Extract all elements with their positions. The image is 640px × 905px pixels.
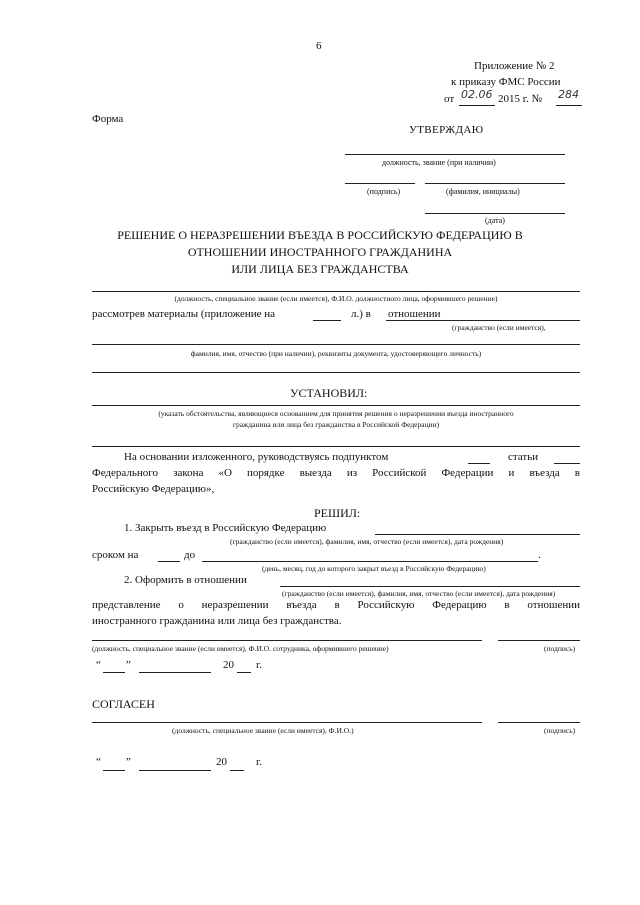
- basis-subpoint-line: [468, 463, 490, 464]
- appendix-number-line: [556, 105, 582, 106]
- appendix-date-handwritten: 02.06: [461, 88, 493, 101]
- employee-date-quote-close: ”: [126, 659, 131, 671]
- blank-line-2: [92, 446, 580, 447]
- appendix-from: от: [444, 93, 455, 105]
- page-number: 6: [316, 40, 322, 52]
- reviewed-citizenship-line: [386, 320, 580, 321]
- decided-item2-caption: (гражданство (если имеется), фамилия, имя, отчество (если имеется), дата рождения): [282, 589, 556, 598]
- employee-day-line: [103, 672, 125, 673]
- agreed-day-line: [103, 770, 125, 771]
- decided-term-b: до: [184, 549, 196, 561]
- appendix-date-line: [459, 105, 495, 106]
- basis-article-line: [554, 463, 580, 464]
- established-line: [92, 405, 580, 406]
- appendix-line1: Приложение № 2: [474, 60, 555, 72]
- person-line: [92, 344, 580, 345]
- decided-item1-caption: (гражданство (если имеется), фамилия, имя, отчество (если имеется), дата рождения): [230, 537, 504, 546]
- approve-title: УТВЕРЖДАЮ: [409, 124, 484, 136]
- decided-item1: 1. Закрыть въезд в Российскую Федерацию: [124, 522, 327, 534]
- employee-month-line: [139, 672, 211, 673]
- established-title: УСТАНОВИЛ:: [290, 386, 368, 400]
- approve-signature-caption: (подпись): [367, 187, 401, 196]
- employee-line: [92, 640, 482, 641]
- agreed-title: СОГЛАСЕН: [92, 697, 155, 711]
- official-caption: (должность, специальное звание (если имеется), Ф.И.О. должностного лица, оформившего решение): [174, 294, 498, 303]
- decided-term-line: [158, 561, 180, 562]
- document-title-line1: РЕШЕНИЕ О НЕРАЗРЕШЕНИИ ВЪЕЗДА В РОССИЙСКУЮ ФЕДЕРАЦИЮ В: [117, 228, 523, 242]
- employee-caption: (должность, специальное звание (если имеется), Ф.И.О. сотрудника, оформившего решение): [92, 644, 389, 653]
- reviewed-sheets-line: [313, 320, 341, 321]
- approve-date-line: [425, 213, 565, 214]
- employee-signature-caption: (подпись): [544, 644, 576, 653]
- decided-para-line2: иностранного гражданина или лица без гражданства.: [92, 615, 342, 627]
- employee-date-year: 20: [223, 659, 234, 671]
- decided-until-line: [202, 561, 538, 562]
- employee-signature-line: [498, 640, 580, 641]
- approve-position-line: [345, 154, 565, 155]
- employee-year-line: [237, 672, 251, 673]
- decided-item2: 2. Оформить в отношении: [124, 574, 247, 586]
- appendix-line2: к приказу ФМС России: [451, 76, 561, 88]
- agreed-line: [92, 722, 482, 723]
- agreed-date-quote-close: ”: [126, 756, 131, 768]
- decided-item1-line: [375, 534, 580, 535]
- employee-date-quote-open: “: [96, 659, 101, 671]
- person-caption: фамилия, имя, отчество (при наличии), реквизиты документа, удостоверяющего личность): [190, 349, 482, 358]
- agreed-date-g: г.: [256, 756, 263, 768]
- document-title-line3: ИЛИ ЛИЦА БЕЗ ГРАЖДАНСТВА: [231, 262, 409, 276]
- blank-line-1: [92, 372, 580, 373]
- reviewed-citizenship-caption: (гражданство (если имеется),: [452, 323, 546, 332]
- approve-position-caption: должность, звание (при наличии): [382, 158, 496, 167]
- agreed-signature-caption: (подпись): [544, 726, 576, 735]
- basis-line2: Федерального закона «О порядке выезда из Российской Федерации и въезда в: [92, 467, 580, 479]
- established-caption-2: гражданина или лица без гражданства в Российской Федерации): [232, 420, 440, 429]
- approve-date-caption: (дата): [485, 216, 505, 225]
- agreed-signature-line: [498, 722, 580, 723]
- agreed-date-quote-open: “: [96, 756, 101, 768]
- decided-term-dot: .: [538, 549, 541, 561]
- appendix-number-handwritten: 284: [558, 88, 579, 101]
- basis-line3: Российскую Федерацию»,: [92, 483, 215, 495]
- approve-signature-line: [345, 183, 415, 184]
- agreed-date-year: 20: [216, 756, 227, 768]
- agreed-month-line: [139, 770, 211, 771]
- decided-title: РЕШИЛ:: [314, 506, 361, 520]
- reviewed-regarding: отношении: [388, 308, 441, 320]
- established-caption-1: (указать обстоятельства, являющиеся основанием для принятия решения о неразрешении въезда иностранного: [158, 409, 514, 418]
- reviewed-sheets: л.) в: [351, 308, 371, 320]
- basis-line1-a: На основании изложенного, руководствуясь подпунктом: [124, 451, 389, 463]
- approve-name-line: [425, 183, 565, 184]
- employee-date-g: г.: [256, 659, 263, 671]
- decided-para-line1: представление о неразрешении въезда в Российскую Федерацию в отношении: [92, 599, 580, 611]
- document-title-line2: ОТНОШЕНИИ ИНОСТРАННОГО ГРАЖДАНИНА: [187, 245, 453, 259]
- form-label: Форма: [92, 113, 124, 125]
- reviewed-text: рассмотрев материалы (приложение на: [92, 308, 276, 320]
- basis-line1-b: статьи: [508, 451, 539, 463]
- appendix-year: 2015 г. №: [498, 93, 543, 105]
- official-line: [92, 291, 580, 292]
- decided-item2-line: [280, 586, 580, 587]
- decided-term-a: сроком на: [92, 549, 139, 561]
- decided-term-caption: (день, месяц, год до которого закрыт въезд в Российскую Федерацию): [262, 564, 486, 573]
- agreed-year-line: [230, 770, 244, 771]
- approve-name-caption: (фамилия, инициалы): [446, 187, 520, 196]
- agreed-caption: (должность, специальное звание (если имеется), Ф.И.О.): [172, 726, 354, 735]
